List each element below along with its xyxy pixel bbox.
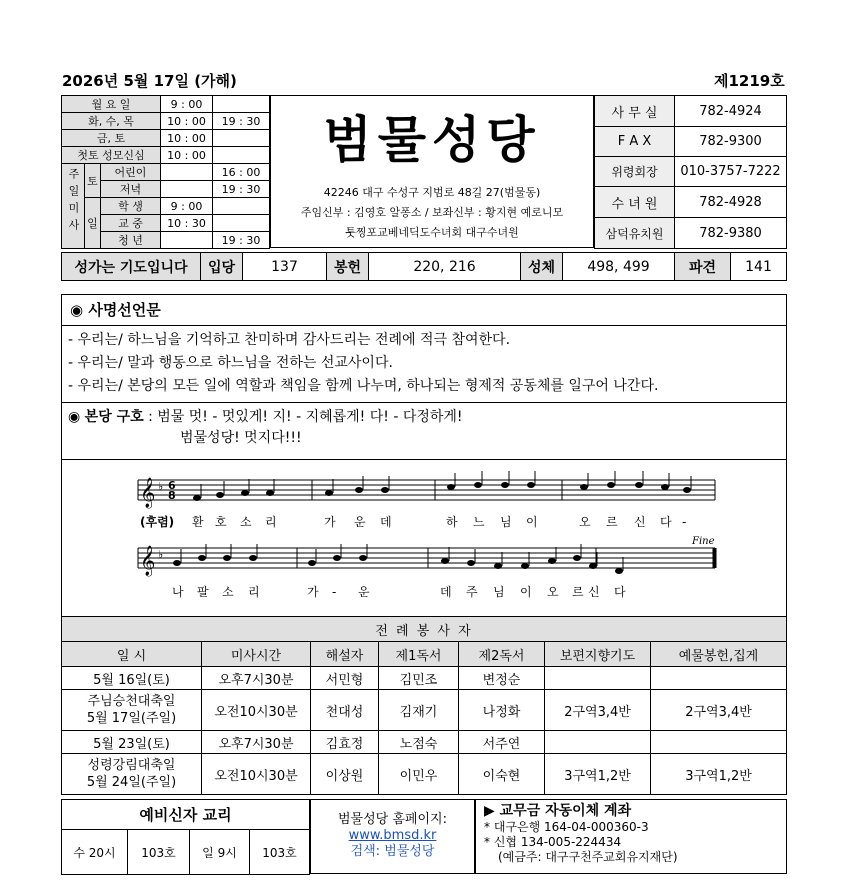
- note-head: [494, 563, 502, 569]
- lyric-syllable: 주: [466, 585, 478, 599]
- cell-reading2: 변정순: [459, 667, 545, 690]
- cell-offering: 3구역1,2반: [651, 754, 787, 795]
- contact-value: 782-4924: [675, 96, 787, 127]
- mission-line: - 우리는/ 본당의 모든 일에 역할과 책임을 함께 나누며, 하나되는 형제적 공동체를 일구어 나간다.: [68, 378, 659, 394]
- schedule-label: 청 년: [101, 232, 161, 249]
- schedule-time: [213, 147, 270, 164]
- motto-title: 본당 구호: [84, 409, 144, 425]
- note-head: [308, 560, 316, 566]
- schedule-time: 19 : 30: [213, 113, 270, 130]
- hymn-label: 봉헌: [327, 253, 369, 281]
- lyric-syllable: 오: [547, 585, 559, 599]
- note-head: [501, 482, 509, 488]
- cell-commentator: 김효정: [311, 731, 379, 754]
- note-head: [548, 558, 556, 564]
- note-head: [241, 490, 249, 496]
- schedule-time: 10 : 30: [161, 215, 213, 232]
- schedule-label: 첫토 성모신심: [62, 147, 161, 164]
- note-head: [589, 563, 597, 569]
- note-head: [467, 560, 475, 566]
- note-head: [193, 495, 201, 501]
- lyric-syllable: 다: [614, 585, 626, 599]
- hymn-value: 137: [243, 253, 327, 281]
- lyric-syllable: 호: [215, 515, 227, 529]
- lyric-syllable: 운: [358, 585, 370, 599]
- cell-reading2: 이숙현: [459, 754, 545, 795]
- note-head: [573, 555, 581, 561]
- catechism-cell: 103호: [250, 830, 310, 875]
- schedule-time: [213, 198, 270, 215]
- church-priests: 주임신부 : 김영호 알퐁소 / 보좌신부 : 황지현 예로니모: [300, 206, 564, 219]
- cell-offering: [651, 731, 787, 754]
- hymn-row: [61, 252, 787, 281]
- col-header: 예물봉헌,집게: [651, 642, 787, 667]
- schedule-time: [213, 96, 270, 113]
- website-search: 검색: 범물성당: [350, 844, 435, 859]
- cell-offering: [651, 667, 787, 690]
- lyric-syllable: 오: [579, 515, 591, 529]
- donation-line: * 대구은행 164-04-000360-3: [484, 820, 649, 834]
- lyric-syllable: 가: [307, 585, 319, 599]
- cell-prayer: [545, 667, 651, 690]
- cell-reading1: 이민우: [379, 754, 459, 795]
- schedule-label: 금, 토: [62, 130, 161, 147]
- lyric-syllable: 신: [588, 585, 600, 599]
- donation-line: * 신협 134-005-224434: [484, 835, 622, 849]
- contact-label: F A X: [595, 127, 675, 157]
- cell-time: 오후7시30분: [202, 731, 311, 754]
- fine-marking: Fine: [692, 536, 715, 547]
- note-head: [474, 482, 482, 488]
- contact-label: 수 녀 원: [595, 187, 675, 218]
- hymn-label: 성체: [521, 253, 563, 281]
- mission-box: [61, 294, 787, 622]
- col-header: 보편지향기도: [545, 642, 651, 667]
- schedule-time: 16 : 00: [213, 164, 270, 181]
- col-header: 해설자: [311, 642, 379, 667]
- table-row: [62, 754, 787, 795]
- cell-time: 오전10시30분: [202, 690, 311, 731]
- schedule-label: 어린이: [101, 164, 161, 181]
- mission-header: [62, 295, 786, 326]
- catechism-table: [61, 799, 310, 875]
- schedule-time: 19 : 30: [213, 181, 270, 198]
- church-name: 범물성당: [323, 111, 541, 169]
- lyrics-line-2: [172, 584, 626, 599]
- donation-box: [475, 799, 787, 874]
- lyric-syllable: 팔: [197, 585, 209, 599]
- staff-1: [138, 480, 715, 500]
- lyric-syllable: 나: [172, 585, 184, 599]
- mission-lines: [62, 326, 786, 403]
- schedule-time: [213, 215, 270, 232]
- lyric-syllable: 리: [265, 515, 277, 529]
- col-header: 일 시: [62, 642, 202, 667]
- sunday-mass-label: [62, 164, 85, 249]
- note-head: [521, 563, 529, 569]
- lyric-syllable: 신: [634, 515, 646, 529]
- note-head: [355, 487, 363, 493]
- table-row: [62, 690, 787, 731]
- note-head: [683, 487, 691, 493]
- cell-reading1: 김재기: [379, 690, 459, 731]
- hymn-value: 498, 499: [563, 253, 675, 281]
- schedule-time: [213, 130, 270, 147]
- schedule-time: [161, 164, 213, 181]
- mass-schedule: [61, 95, 270, 249]
- feast-name: 주님승천대축일: [87, 694, 176, 709]
- lyric-syllable: -: [682, 515, 687, 529]
- note-head: [266, 490, 274, 496]
- schedule-time: 10 : 00: [161, 130, 213, 147]
- note-head: [527, 482, 535, 488]
- schedule-time: 9 : 00: [161, 96, 213, 113]
- col-header: 미사시간: [202, 642, 311, 667]
- cell-prayer: 3구역1,2반: [545, 754, 651, 795]
- contact-value: 010-3757-7222: [675, 157, 787, 187]
- note-head: [607, 482, 615, 488]
- note-head: [249, 555, 257, 561]
- refrain-label: (후렴): [140, 515, 175, 529]
- schedule-time: [161, 181, 213, 198]
- cell-commentator: 천대성: [311, 690, 379, 731]
- saturday-label: 토: [85, 164, 101, 198]
- hymn-label: 입당: [201, 253, 243, 281]
- lyric-syllable: 이: [526, 515, 538, 529]
- website-box: [310, 799, 475, 874]
- schedule-label: 월 요 일: [62, 96, 161, 113]
- website-label: 범물성당 홈페이지:: [338, 812, 447, 827]
- servers-header-row: [62, 642, 787, 667]
- lyric-syllable: 운: [354, 515, 366, 529]
- flat-icon: ♭: [158, 480, 164, 493]
- lyric-syllable: 데: [380, 515, 392, 529]
- bullet-icon: ◉: [70, 301, 84, 319]
- donation-line: (예금주: 대구구천주교회유지재단): [498, 850, 678, 864]
- schedule-time: 10 : 00: [161, 147, 213, 164]
- note-head: [661, 484, 669, 490]
- website-link[interactable]: www.bmsd.kr: [348, 828, 437, 843]
- note-head: [333, 555, 341, 561]
- motto-line: : 범물 멋! - 멋있게! 지! - 지혜롭게! 다! - 다정하게!: [148, 409, 463, 425]
- schedule-time: 10 : 00: [161, 113, 213, 130]
- cell-time: 오전10시30분: [202, 754, 311, 795]
- contact-label: 삼덕유치원: [595, 218, 675, 249]
- hymn-value: 141: [731, 253, 787, 281]
- lyric-syllable: 소: [240, 515, 252, 529]
- lyric-syllable: 리: [248, 585, 260, 599]
- table-row: [62, 667, 787, 690]
- note-head: [216, 492, 224, 498]
- table-row: [62, 731, 787, 754]
- note-head: [173, 560, 181, 566]
- hymn-value: 220, 216: [369, 253, 521, 281]
- note-head: [615, 568, 623, 574]
- schedule-time: [161, 232, 213, 249]
- cell-commentator: 서민형: [311, 667, 379, 690]
- lyric-syllable: 하: [446, 515, 458, 529]
- treble-clef-icon: 𝄞: [140, 546, 156, 576]
- cell-reading1: 김민조: [379, 667, 459, 690]
- contact-label: 위령회장: [595, 157, 675, 187]
- cell-reading1: 노점숙: [379, 731, 459, 754]
- servers-title: 전 례 봉 사 자: [62, 617, 787, 642]
- donation-title: ▶ 교무금 자동이체 계좌: [484, 803, 632, 819]
- church-title-box: [270, 95, 594, 248]
- hymn-label: 파견: [675, 253, 731, 281]
- cell-reading2: 나정화: [459, 690, 545, 731]
- note-head: [223, 555, 231, 561]
- note-head: [441, 558, 449, 564]
- music-score: [62, 460, 786, 628]
- time-sig-bottom: 8: [168, 489, 176, 502]
- note-head: [381, 487, 389, 493]
- note-head: [447, 484, 455, 490]
- cell-date: 5월 16일(토): [62, 667, 202, 690]
- servers-table: [61, 616, 787, 795]
- time-sig-top: 6: [168, 479, 176, 492]
- cell-prayer: [545, 731, 651, 754]
- sunday-label: 일: [85, 198, 101, 249]
- cell-prayer: 2구역3,4반: [545, 690, 651, 731]
- treble-clef-icon: 𝄞: [140, 478, 156, 508]
- hymn-title: 성가는 기도입니다: [62, 253, 201, 281]
- church-address: 42246 대구 수성구 지범로 48길 27(범물동): [323, 186, 541, 199]
- cell-date: 5월 23일(토): [62, 731, 202, 754]
- lyric-syllable: 르: [606, 515, 618, 529]
- lyrics-line-1: [192, 514, 686, 529]
- lyric-syllable: 다: [660, 515, 672, 529]
- feast-date: 5월 24일(주일): [86, 775, 177, 790]
- bulletin-date: 2026년 5월 17일 (가해): [62, 72, 237, 90]
- cell-offering: 2구역3,4반: [651, 690, 787, 731]
- flat-icon: ♭: [158, 548, 164, 561]
- lyric-syllable: 소: [222, 585, 234, 599]
- lyric-syllable: -: [332, 585, 337, 599]
- schedule-label: 학 생: [101, 198, 161, 215]
- col-header: 제2독서: [459, 642, 545, 667]
- cell-commentator: 이상원: [311, 754, 379, 795]
- note-head: [359, 555, 367, 561]
- mission-line: - 우리는/ 말과 행동으로 하느님을 전하는 선교사이다.: [68, 355, 393, 371]
- lyric-syllable: 환: [192, 515, 204, 529]
- lyric-syllable: 데: [440, 585, 452, 599]
- contact-value: 782-9300: [675, 127, 787, 157]
- mission-line: - 우리는/ 하느님을 기억하고 찬미하며 감사드리는 전례에 적극 참여한다.: [68, 332, 511, 348]
- motto-line2: 범물성당! 멋지다!!!: [180, 430, 302, 446]
- contact-table: [594, 95, 787, 249]
- motto: [62, 403, 786, 460]
- church-sisters: 툿찡포교베네딕도수녀회 대구수녀원: [345, 226, 519, 239]
- contact-label: 사 무 실: [595, 96, 675, 127]
- sunday-mass-text: 주일미사: [67, 168, 80, 236]
- note-head: [325, 490, 333, 496]
- lyric-syllable: 르: [572, 585, 584, 599]
- catechism-cell: 103호: [128, 830, 190, 875]
- schedule-time: 19 : 30: [213, 232, 270, 249]
- feast-name: 성령강림대축일: [87, 758, 176, 773]
- cell-time: 오후7시30분: [202, 667, 311, 690]
- cell-date: [62, 690, 202, 731]
- contact-value: 782-9380: [675, 218, 787, 249]
- col-header: 제1독서: [379, 642, 459, 667]
- cell-date: [62, 754, 202, 795]
- notes-staff-1: [193, 471, 691, 501]
- note-head: [635, 482, 643, 488]
- contact-value: 782-4928: [675, 187, 787, 218]
- catechism-cell: 일 9시: [190, 830, 250, 875]
- cell-reading2: 서주연: [459, 731, 545, 754]
- lyric-syllable: 이: [520, 585, 532, 599]
- catechism-cell: 수 20시: [62, 830, 128, 875]
- schedule-label: 교 중: [101, 215, 161, 232]
- catechism-title: 예비신자 교리: [62, 800, 310, 830]
- issue-number: 제1219호: [714, 72, 785, 90]
- mission-title: 사명선언문: [88, 301, 161, 319]
- lyric-syllable: 님: [500, 515, 512, 529]
- schedule-time: 9 : 00: [161, 198, 213, 215]
- bullet-icon: ◉: [68, 409, 81, 425]
- lyric-syllable: 가: [324, 515, 336, 529]
- feast-date: 5월 17일(주일): [86, 711, 177, 726]
- lyric-syllable: 느: [473, 515, 485, 529]
- schedule-label: 화, 수, 목: [62, 113, 161, 130]
- note-head: [580, 484, 588, 490]
- note-head: [198, 555, 206, 561]
- lyric-syllable: 님: [493, 585, 505, 599]
- schedule-label: 저녁: [101, 181, 161, 198]
